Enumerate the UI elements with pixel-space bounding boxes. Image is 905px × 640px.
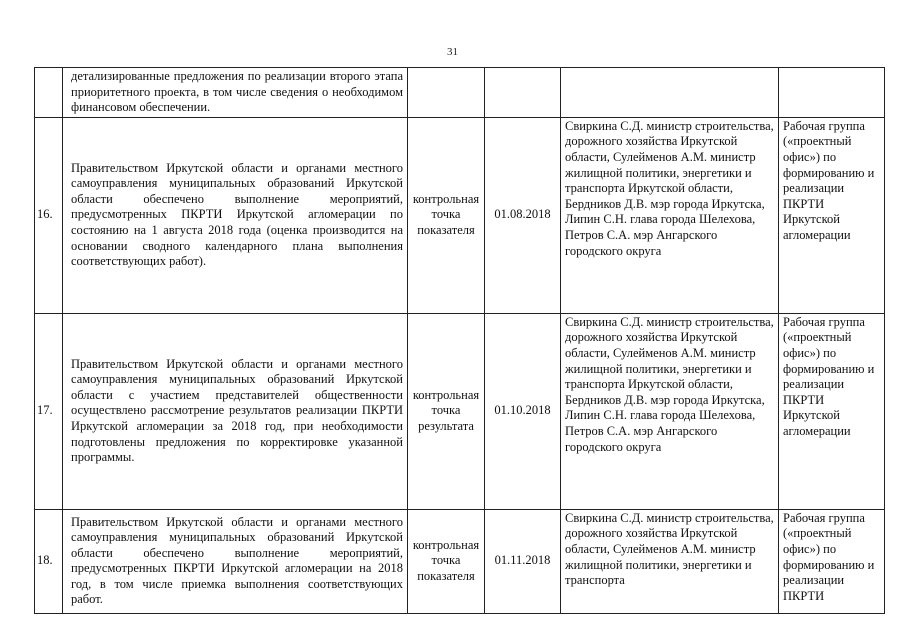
date-cell (485, 68, 561, 118)
responsible-cell: Свиркина С.Д. министр строительства, дорожного хозяйства Иркутской области, Сулейменов А.М. министр жилищной политики, энергетики и транспорта (561, 509, 779, 613)
date-cell: 01.10.2018 (485, 313, 561, 509)
executor-cell: Рабочая группа («проектный офис») по формированию и реализации ПКРТИ (779, 509, 885, 613)
table-row (35, 313, 885, 509)
type-cell (408, 68, 485, 118)
control-points-table (34, 67, 885, 614)
date-cell: 01.08.2018 (485, 117, 561, 313)
responsible-cell (561, 68, 779, 118)
row-number-cell: 18. (35, 509, 63, 613)
executor-cell: Рабочая группа («проектный офис») по формированию и реализации ПКРТИ Иркутской агломерации (779, 313, 885, 509)
date-cell: 01.11.2018 (485, 509, 561, 613)
type-cell: контрольная точка показателя (408, 509, 485, 613)
type-cell: контрольная точка показателя (408, 117, 485, 313)
responsible-cell: Свиркина С.Д. министр строительства, дорожного хозяйства Иркутской области, Сулейменов А.М. министр жилищной политики, энергетики и транспорта Иркутской области, Бердников Д.В. мэр города Иркутска, Липин С.Н. глава города Шелехова, Петров С.А. мэр Ангарского городского округа (561, 117, 779, 313)
responsible-cell: Свиркина С.Д. министр строительства, дорожного хозяйства Иркутской области, Сулейменов А.М. министр жилищной политики, энергетики и транспорта Иркутской области, Бердников Д.В. мэр города Иркутска, Липин С.Н. глава города Шелехова, Петров С.А. мэр Ангарского городского округа (561, 313, 779, 509)
row-number-cell (35, 68, 63, 118)
page-number: 31 (447, 46, 458, 58)
executor-cell: Рабочая группа («проектный офис») по формированию и реализации ПКРТИ Иркутской агломерации (779, 117, 885, 313)
executor-cell (779, 68, 885, 118)
description-cell: Правительством Иркутской области и органами местного самоуправления муниципальных образований Иркутской области обеспечено выполнение мероприятий, предусмотренных ПКРТИ Иркутской агломерации на 2018 год, в том числе приемка выполнения соответствующих работ. (63, 509, 408, 613)
table-row (35, 117, 885, 313)
table-row (35, 509, 885, 613)
row-number-cell: 17. (35, 313, 63, 509)
type-cell: контрольная точка результата (408, 313, 485, 509)
description-cell: Правительством Иркутской области и органами местного самоуправления муниципальных образований Иркутской области обеспечено выполнение мероприятий, предусмотренных ПКРТИ Иркутской агломерации по состоянию на 1 августа 2018 года (оценка производится на основании сводного календарного плана выполнения соответствующих работ). (63, 117, 408, 313)
description-cell: Правительством Иркутской области и органами местного самоуправления муниципальных образований Иркутской области с участием представителей общественности осуществлено рассмотрение результатов реализации ПКРТИ Иркутской агломерации за 2018 год, при необходимости подготовлены предложения по корректировке указанной программы. (63, 313, 408, 509)
description-cell: детализированные предложения по реализации второго этапа приоритетного проекта, в том числе сведения о необходимом финансовом обеспечении. (63, 68, 408, 118)
table-row (35, 68, 885, 118)
row-number-cell: 16. (35, 117, 63, 313)
